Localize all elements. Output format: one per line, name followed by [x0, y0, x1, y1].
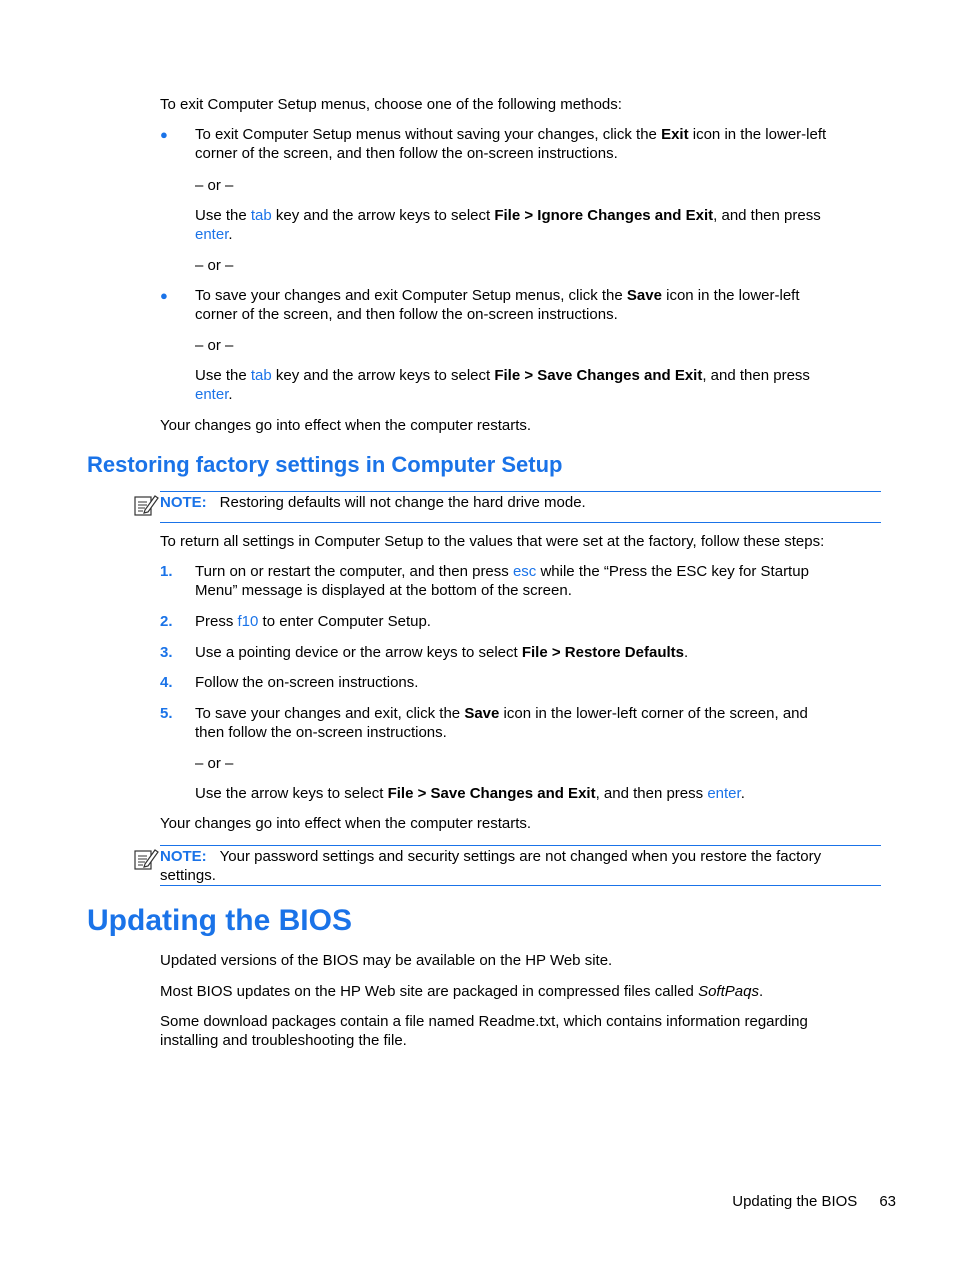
- esc-key-link[interactable]: esc: [512, 563, 537, 580]
- save-bullet-text: To save your changes and exit Computer Setup menus, click the Save icon in the lower-left corner of the screen, and then follow the on-screen instructions.: [195, 287, 800, 323]
- note-icon: [133, 493, 159, 522]
- step-3-text: Use a pointing device or the arrow keys to select File > Restore Defaults.: [195, 644, 689, 661]
- effect-paragraph: Your changes go into effect when the computer restarts.: [160, 417, 532, 434]
- section-heading-bios: Updating the BIOS: [87, 904, 352, 937]
- or-separator: – or –: [195, 337, 234, 354]
- note-box: NOTE: Your password settings and security settings are not changed when you restore the factory settings.: [160, 845, 881, 886]
- save-alternative-text: Use the tab key and the arrow keys to select File > Save Changes and Exit, and then press enter.: [195, 367, 810, 403]
- tab-key-link[interactable]: tab: [250, 207, 272, 224]
- section-heading-restore: Restoring factory settings in Computer Setup: [87, 452, 563, 477]
- step-number: 1.: [160, 563, 173, 580]
- effect-paragraph: Your changes go into effect when the computer restarts.: [160, 815, 532, 832]
- bullet-icon: ●: [160, 127, 168, 142]
- or-separator: – or –: [195, 177, 234, 194]
- bios-paragraph-1: Updated versions of the BIOS may be available on the HP Web site.: [160, 952, 613, 969]
- footer-section-title: Updating the BIOS: [732, 1193, 858, 1210]
- step-5-alternative: Use the arrow keys to select File > Save Changes and Exit, and then press enter.: [195, 785, 745, 802]
- step-number: 3.: [160, 644, 173, 661]
- note-label: NOTE:: [160, 848, 207, 865]
- enter-key-link[interactable]: enter: [707, 785, 741, 802]
- page-number: 63: [879, 1193, 896, 1210]
- step-4-text: Follow the on-screen instructions.: [195, 674, 419, 691]
- enter-key-link[interactable]: enter: [195, 386, 229, 403]
- intro-paragraph: To exit Computer Setup menus, choose one of the following methods:: [160, 96, 622, 113]
- note-label: NOTE:: [160, 494, 207, 511]
- or-separator: – or –: [195, 257, 234, 274]
- tab-key-link[interactable]: tab: [250, 367, 272, 384]
- exit-bullet-text: To exit Computer Setup menus without saving your changes, click the Exit icon in the lower-left corner of the screen, and then follow the on-screen instructions.: [195, 126, 827, 162]
- step-number: 5.: [160, 705, 173, 722]
- note-box: NOTE: Restoring defaults will not change the hard drive mode.: [160, 491, 881, 523]
- f10-key-link[interactable]: f10: [237, 613, 259, 630]
- or-separator: – or –: [195, 755, 234, 772]
- bios-paragraph-2: Most BIOS updates on the HP Web site are packaged in compressed files called SoftPaqs.: [160, 983, 764, 1000]
- enter-key-link[interactable]: enter: [195, 226, 229, 243]
- step-number: 4.: [160, 674, 173, 691]
- note-icon: [133, 847, 159, 876]
- page-footer: [732, 1192, 896, 1211]
- step-2-text: Press f10 to enter Computer Setup.: [195, 613, 431, 630]
- bullet-icon: ●: [160, 288, 168, 303]
- restore-intro: To return all settings in Computer Setup to the values that were set at the factory, follow these steps:: [160, 533, 825, 550]
- ignore-alternative-text: Use the tab key and the arrow keys to select File > Ignore Changes and Exit, and then press enter.: [195, 207, 821, 243]
- step-1-text: Turn on or restart the computer, and then press esc while the “Press the ESC key for Startup Menu” message is displayed at the bottom of the screen.: [195, 563, 809, 599]
- step-5-text: To save your changes and exit, click the Save icon in the lower-left corner of the screen, and then follow the on-screen instructions.: [195, 705, 808, 741]
- step-number: 2.: [160, 613, 173, 630]
- bios-paragraph-3: Some download packages contain a file named Readme.txt, which contains information regarding installing and troubleshooting the file.: [160, 1013, 808, 1049]
